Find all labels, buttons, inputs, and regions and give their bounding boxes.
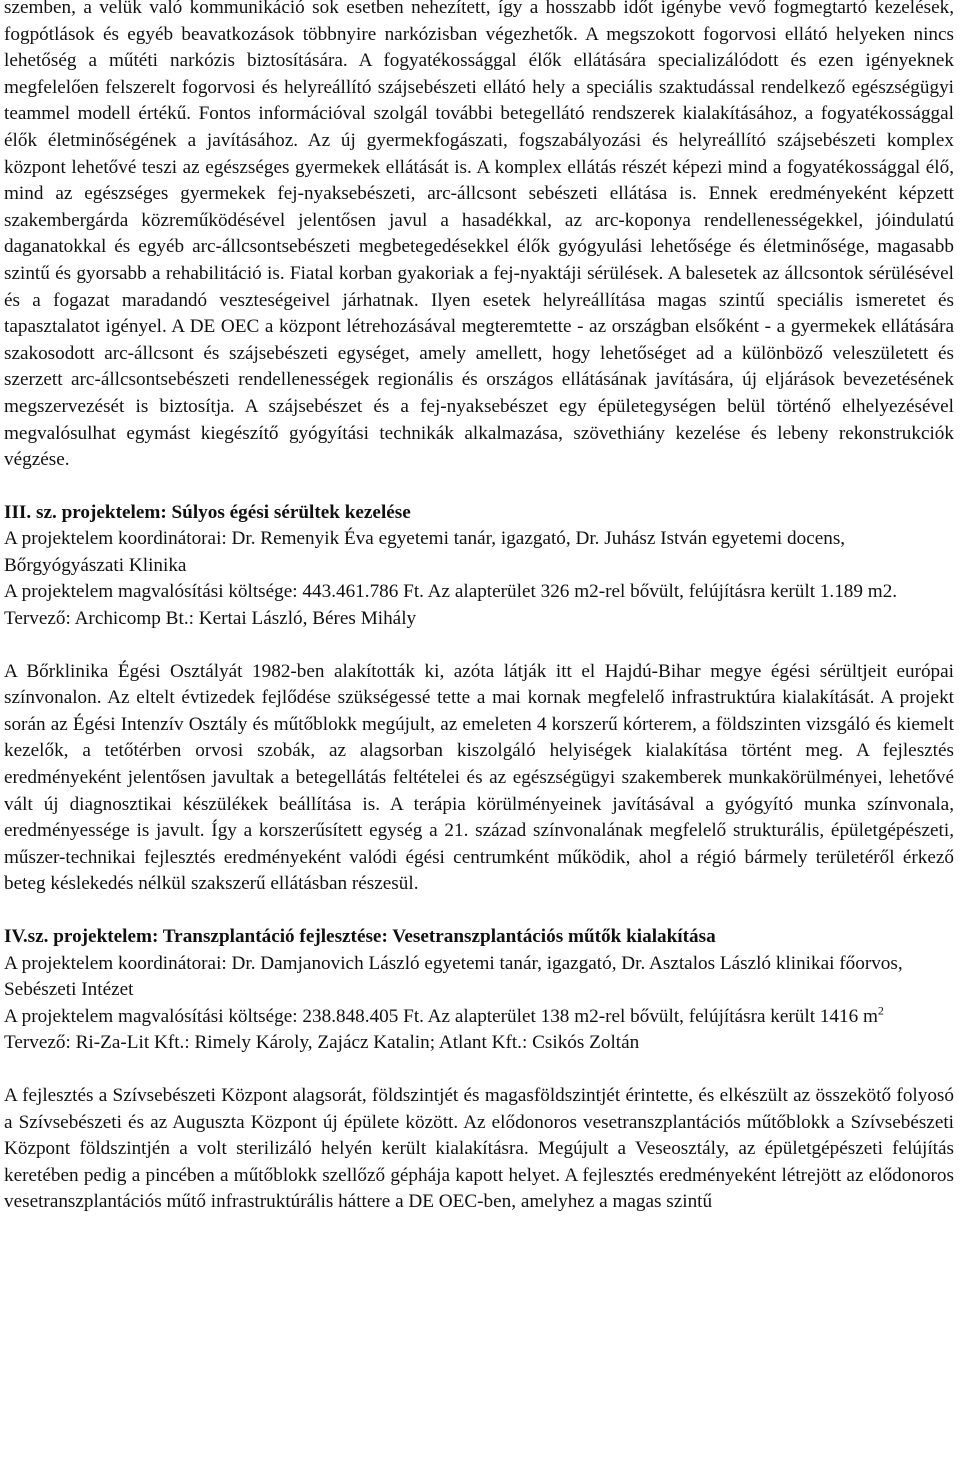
section-4-cost [4, 1004, 954, 1031]
section-3-designer: Tervező: Archicomp Bt.: Kertai László, Béres Mihály [4, 608, 417, 630]
section-3-body: A Bőrklinika Égési Osztályát 1982-ben alakították ki, azóta látják itt el Hajdú-Bihar megye égési sérültjeit európai színvonalon. Az eltelt évtizedek fejlődése szükségessé tette a mai kornak megfelelő infrastruktúra kialakítását. A projekt során az Égési Intenzív Osztály és műtőblokk megújult, az emeleten 4 korszerű kórterem, a földszinten vizsgáló és kiemelt kezelők, a tetőtérben orvosi szobák, az alagsorban kiszolgáló helyiségek kialakítása történt meg. A fejlesztés eredményeként jelentősen javultak a betegellátás feltételei és az egészségügyi szakemberek munkakörülményei, lehetővé vált új diagnosztikai készülékek beállítása is. A terápia körülményeinek javításával a gyógyító munka színvonala, eredményessége is javult. Így a korszerűsített egység a 21. század színvonalának megfelelő strukturális, épületgépészeti, műszer-technikai fejlesztés eredményeként valódi égési centrumként működik, ahol a régió bármely területéről érkező beteg késlekedés nélkül szakszerű ellátásban részesül. [4, 660, 954, 895]
section-3-coordinators: A projektelem koordinátorai: Dr. Remenyik Éva egyetemi tanár, igazgató, Dr. Juhász István egyetemi docens, Bőrgyógyászati Klinika [4, 528, 846, 576]
section-3-heading: III. sz. projektelem: Súlyos égési sérültek kezelése [4, 501, 411, 523]
section-4-cost-superscript: 2 [877, 1003, 884, 1018]
section-4-designer: Tervező: Ri-Za-Lit Kft.: Rimely Károly, Zajácz Katalin; Atlant Kft.: Csikós Zoltán [4, 1032, 640, 1054]
section-4-coordinators: A projektelem koordinátorai: Dr. Damjanovich László egyetemi tanár, igazgató, Dr. Asztalos László klinikai főorvos, Sebészeti Intézet [4, 952, 903, 1001]
section-3-cost: A projektelem magvalósítási költsége: 443.461.786 Ft. Az alapterület 326 m2-rel bővült, felújításra került 1.189 m2. [4, 581, 898, 603]
section-4-body: A fejlesztés a Szívsebészeti Központ alagsorát, földszintjét és magasföldszintjét érintette, és elkészült az összekötő folyosó a Szívsebészeti és az Auguszta Központ új épülete között. Az elődonoros vesetranszplantációs műtőblokk a Szívsebészeti Központ földszintjén a volt sterilizáló helyén került kialakításra. Megújult a Veseosztály, az épületgépészeti felújítás keretében pedig a pincében a műtőblokk szellőző géphája kapott helyet. A fejlesztés eredményeként létrejött az elődonoros vesetranszplantációs műtő infrastruktúrális háttere a DE OEC-ben, amelyhez a magas szintű [4, 1084, 954, 1213]
intro-paragraph: szemben, a velük való kommunikáció sok esetben nehezített, így a hosszabb időt igénybe vevő fogmegtartó kezelések, fogpótlások és egyéb beavatkozások többnyire narkózisban végezhetők. A megszokott fogorvosi ellátó helyeken nincs lehetőség a műtéti narkózis biztosítására. A fogyatékossággal élők ellátására specializálódott és ezen igényeknek megfelelően felszerelt fogorvosi és helyreállító szájsebészeti ellátó hely a speciális szaktudással rendelkező egészségügyi teammel modell értékű. Fontos információval szolgál további betegellátó rendszerek kialakításához, a fogyatékossággal élők életminőségének a javításához. Az új gyermekfogászati, fogszabályozási és helyreállító szájsebészeti komplex központ lehetővé teszi az egészséges gyermekek ellátását is. A komplex ellátás részét képezi mind a fogyatékossággal élő, mind az egészséges gyermekek fej-nyaksebészeti, arc-állcsont sebészeti ellátása is. Ennek eredményeként képzett szakembergárda közreműködésével jelentősen javul a hasadékkal, az arc-koponya rendellenességekkel, jóindulatú daganatokkal és egyéb arc-állcsontsebészeti megbetegedésekkel élők gyógyulási lehetősége és életminősége, magasabb szintű és gyorsabb a rehabilitáció is. Fiatal korban gyakoriak a fej-nyaktáji sérülések. A balesetek az állcsontok sérülésével és a fogazat maradandó veszteségeivel járhatnak. Ilyen esetek helyreállítása magas szintű speciális ismeretet és tapasztalatot igényel. A DE OEC a központ létrehozásával megteremtette - az országban elsőként - a gyermekek ellátására szakosodott arc-állcsont és szájsebészeti egységet, amely amellett, hogy lehetőséget ad a különböző veleszületett és szerzett arc-állcsontsebészeti rendellenességek regionális és országos ellátásának javítására, új eljárások bevezetésének megszervezését is biztosítja. A szájsebészet és a fej-nyaksebészet egy épületegységen belül történő elhelyezésével megvalósulhat egymást kiegészítő gyógyítási technikák alkalmazása, szövethiány kezelése és lebeny rekonstrukciók végzése. [4, 0, 954, 471]
section-4-cost-text: A projektelem magvalósítási költsége: 238.848.405 Ft. Az alapterület 138 m2-rel bővült, felújításra került 1416 m [4, 1005, 878, 1027]
section-4-heading: IV.sz. projektelem: Transzplantáció fejlesztése: Vesetranszplantációs műtők kialakítása [4, 926, 716, 947]
